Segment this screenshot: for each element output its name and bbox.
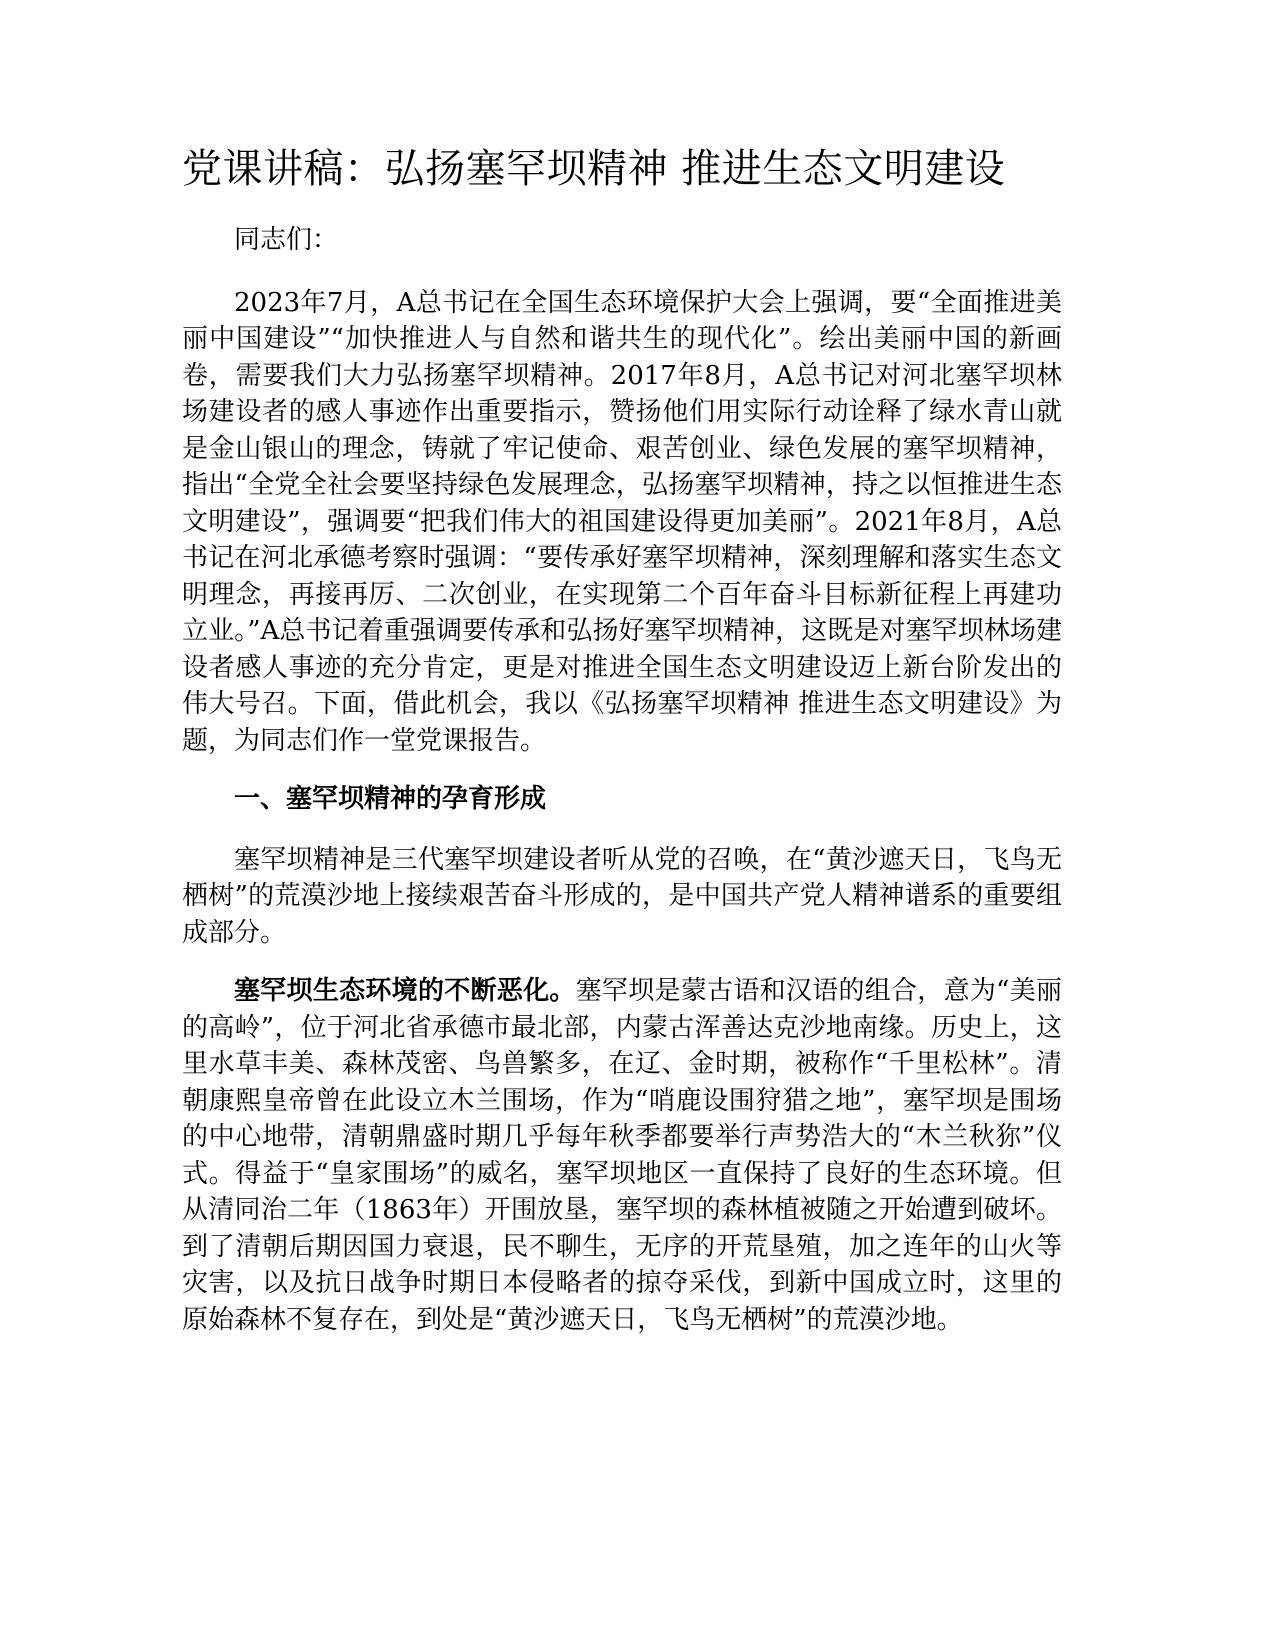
section-heading: 一、塞罕坝精神的孕育形成 [234,784,547,814]
salutation: 同志们： [234,225,339,255]
subsection-paragraph [182,973,1062,1338]
document-title: 党课讲稿：弘扬塞罕坝精神 推进生态文明建设 [182,146,1006,192]
intro-paragraph: 2023年7月，A总书记在全国生态环境保护大会上强调，要“全面推进美丽中国建设”“加快推进人与自然和谐共生的现代化”。绘出美丽中国的新画卷，需要我们大力弘扬塞罕坝精神。2017年8月，A总书记对河北塞罕坝林场建设者的感人事迹作出重要指示，赞扬他们用实际行动诠释了绿水青山就是金山银山的理念，铸就了牢记使命、艰苦创业、绿色发展的塞罕坝精神，指出“全党全社会要坚持绿色发展理念，弘扬塞罕坝精神，持之以恒推进生态文明建设”，强调要“把我们伟大的祖国建设得更加美丽”。2021年8月，A总书记在河北承德考察时强调：“要传承好塞罕坝精神，深刻理解和落实生态文明理念，再接再厉、二次创业，在实现第二个百年奋斗目标新征程上再建功立业。”A总书记着重强调要传承和弘扬好塞罕坝精神，这既是对塞罕坝林场建设者感人事迹的充分肯定，更是对推进全国生态文明建设迈上新台阶发出的伟大号召。下面，借此机会，我以《弘扬塞罕坝精神 推进生态文明建设》为题，为同志们作一堂党课报告。 [182,287,1062,756]
document-page [182,140,1062,1360]
section-paragraph: 塞罕坝精神是三代塞罕坝建设者听从党的召唤，在“黄沙遮天日，飞鸟无栖树”的荒漠沙地上接续艰苦奋斗形成的，是中国共产党人精神谱系的重要组成部分。 [182,844,1062,948]
subsection-lead: 塞罕坝生态环境的不断恶化。 [234,976,576,1006]
subsection-body: 塞罕坝是蒙古语和汉语的组合，意为“美丽的高岭”，位于河北省承德市最北部，内蒙古浑善达克沙地南缘。历史上，这里水草丰美、森林茂密、鸟兽繁多，在辽、金时期，被称作“千里松林”。清朝康熙皇帝曾在此设立木兰围场，作为“哨鹿设围狩猎之地”，塞罕坝是围场的中心地带，清朝鼎盛时期几乎每年秋季都要举行声势浩大的“木兰秋狝”仪式。得益于“皇家围场”的威名，塞罕坝地区一直保持了良好的生态环境。但从清同治二年（1863年）开围放垦，塞罕坝的森林植被随之开始遭到破坏。到了清朝后期因国力衰退，民不聊生，无序的开荒垦殖，加之连年的山火等灾害，以及抗日战争时期日本侵略者的掠夺采伐，到新中国成立时，这里的原始森林不复存在，到处是“黄沙遮天日，飞鸟无栖树”的荒漠沙地。 [182,976,1062,1335]
